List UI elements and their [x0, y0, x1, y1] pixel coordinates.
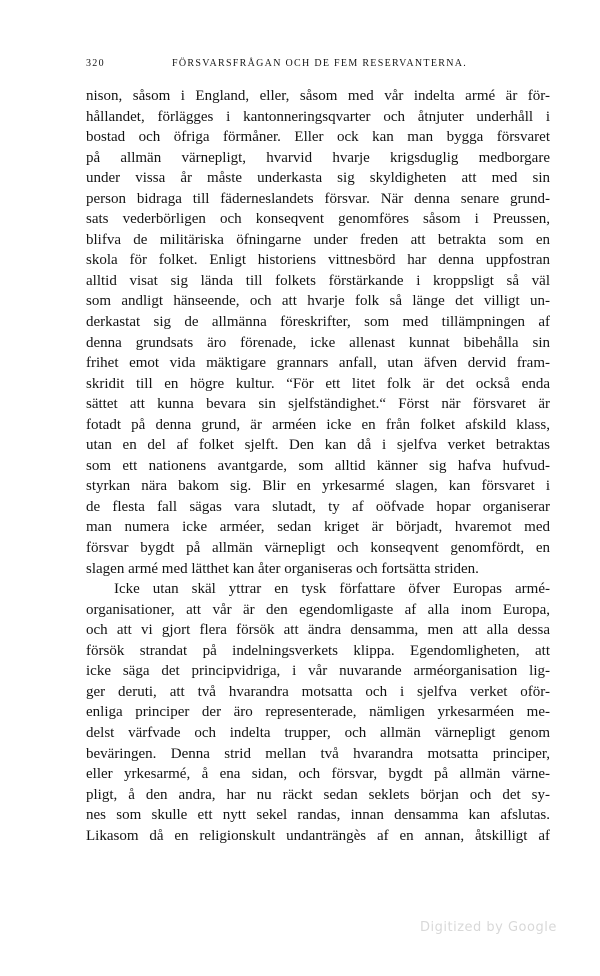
text-line: derkastat sig de allmänna föreskrifter, som med tillämpningen af: [86, 314, 550, 331]
text-line: hållandet, förlägges i kantonneringsqvarter och åtnjuter underhåll i: [86, 108, 550, 125]
paragraph-2: [86, 579, 550, 846]
text-line: bostad och öfriga förmåner. Eller ock kan man bygga försvaret: [86, 129, 550, 146]
text-line: Icke utan skäl yttrar en tysk författare öfver Europas armé-: [114, 581, 550, 598]
text-line: organisationer, att vår är den egendomligaste af alla inom Europa,: [86, 601, 550, 618]
page-number: 320: [86, 58, 105, 69]
text-line: ger deruti, att två hvarandra motsatta och i sjelfva verket oför-: [86, 683, 550, 700]
text-line: de flesta fall sägas vara slutadt, ty af oöfvade hopar organiserar: [86, 498, 550, 515]
text-line: på allmän värnepligt, hvarvid hvarje krigsduglig medborgare: [86, 149, 550, 166]
text-line: blifva de militäriska öfningarne under freden att betrakta som en: [86, 231, 550, 248]
text-line: och att vi gjort flera försök att ändra densamma, men att alla dessa: [86, 622, 550, 639]
text-line: sättet att kunna bevara sin sjelfständighet.“ Först när försvaret är: [86, 396, 550, 413]
running-head: [86, 58, 546, 76]
text-line: delst värfvade och indelta trupper, och allmän värnepligt genom: [86, 724, 550, 741]
text-line: frihet emot vida mäktigare grannars anfall, utan äfven dervid fram-: [86, 355, 550, 372]
text-line: som ett nationens avantgarde, som alltid känner sig hafva hufvud-: [86, 457, 550, 474]
text-line: utan en del af folket sjelft. Den kan då i sjelfva verket betraktas: [86, 437, 550, 454]
text-line: försvar bygdt på allmän värnepligt och konseqvent genomfördt, en: [86, 540, 550, 557]
text-line: person bidraga till fäderneslandets försvar. När denna senare grund-: [86, 190, 550, 207]
text-line: fotadt på denna grund, är arméen icke en från folket afskild klass,: [86, 416, 550, 433]
text-line: sats vederbörligen och konseqvent genomföres såsom i Preussen,: [86, 211, 550, 228]
text-line: under vissa år måste underkasta sig skyldigheten att med sin: [86, 170, 550, 187]
text-line: som andligt hänseende, och att hvarje folk så länge det villigt un-: [86, 293, 550, 310]
text-line: Likasom då en religionskult undanträngès af en annan, åtskilligt af: [86, 827, 550, 844]
text-line: beväringen. Denna strid mellan två hvarandra motsatta principer,: [86, 745, 550, 762]
text-line: styrkan nära bakom sig. Blir en yrkesarmé slagen, kan försvaret i: [86, 478, 550, 495]
text-line: pligt, å den andra, har nu räckt sedan seklets början och det sy-: [86, 786, 550, 803]
text-line: försök strandat på indelningsverkets klippa. Egendomligheten, att: [86, 642, 550, 659]
paragraph-1: [86, 86, 550, 579]
running-title: FÖRSVARSFRÅGAN OCH DE FEM RESERVANTERNA.: [172, 58, 468, 69]
text-line: icke säga det principvidriga, i vår nuvarande arméorganisation lig-: [86, 663, 550, 680]
text-line: skridit till en högre kultur. “För ett litet folk är det också enda: [86, 375, 550, 392]
text-line: eller yrkesarmé, å ena sidan, och försvar, bygdt på allmän värne-: [86, 766, 550, 783]
text-line: alltid visat sig lända till folkets förstärkande i kroppsligt så väl: [86, 272, 550, 289]
text-line: enliga principer der äro representerade, nämligen yrkesarméen me-: [86, 704, 550, 721]
text-line: man numera icke arméer, sedan kriget är börjadt, hvaremot med: [86, 519, 550, 536]
text-line: nison, såsom i England, eller, såsom med vår indelta armé är för-: [86, 88, 550, 104]
text-line: nes som skulle ett nytt sekel randas, innan densamma kan afslutas.: [86, 807, 550, 824]
text-line: denna grundsats äro förenade, icke allenast kunnat bibehålla sin: [86, 334, 550, 351]
body-text: [86, 86, 550, 846]
text-line: slagen armé med lätthet kan åter organiseras och fortsätta striden.: [86, 560, 479, 577]
text-line: skola för folket. Enligt historiens vittnesbörd har denna uppfostran: [86, 252, 550, 269]
watermark: Digitized by Google: [420, 920, 557, 935]
